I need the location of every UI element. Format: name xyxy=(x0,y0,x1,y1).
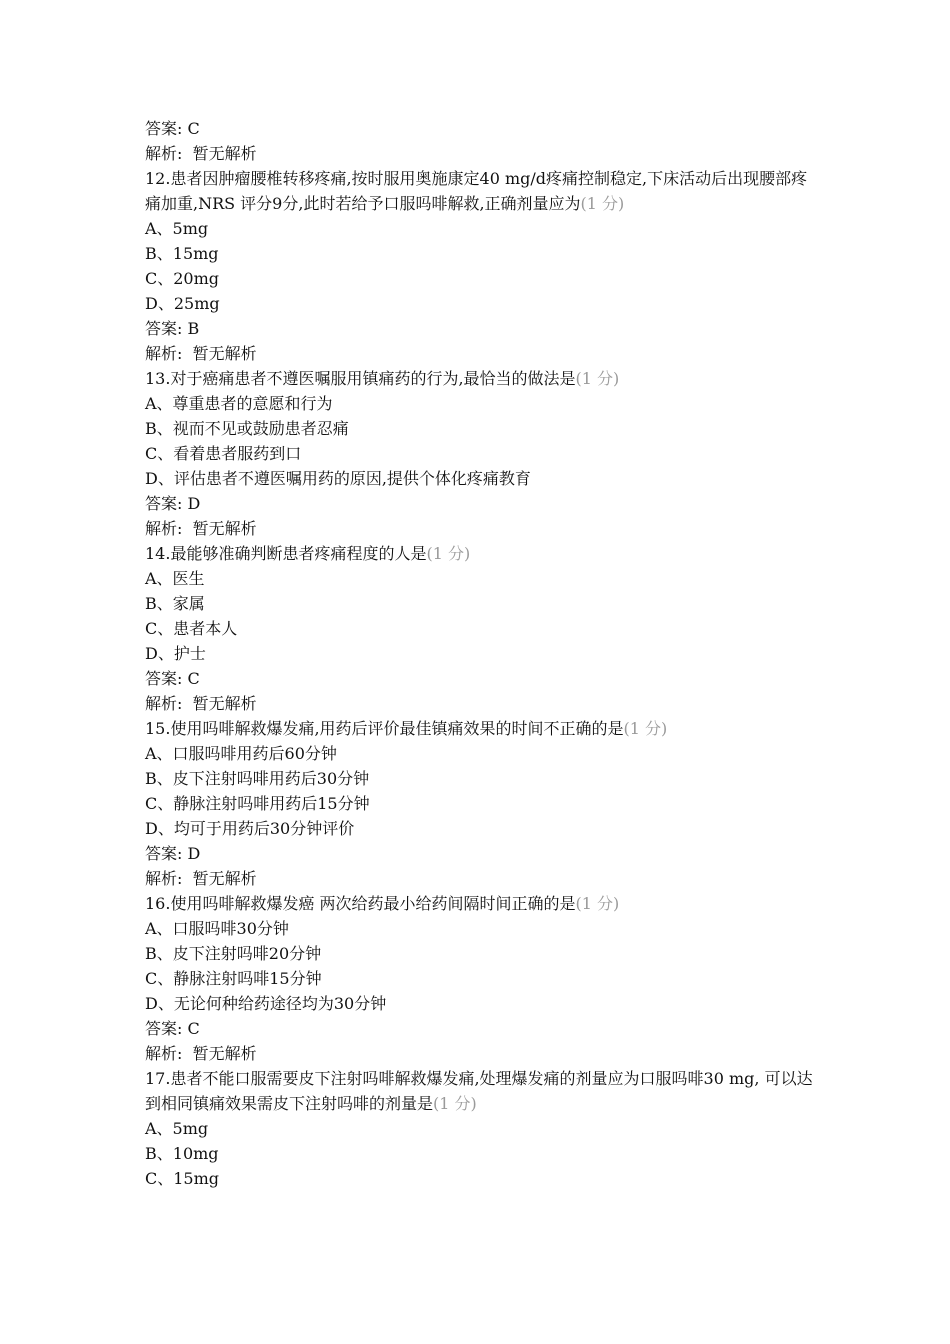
option-d: D、无论何种给药途径均为30分钟 xyxy=(145,994,387,1013)
option-a: A、医生 xyxy=(145,569,205,588)
question-17 xyxy=(145,1066,815,1191)
question-14 xyxy=(145,541,815,716)
option-c: C、15mg xyxy=(145,1169,220,1188)
option-a: A、5mg xyxy=(145,1119,209,1138)
analysis: 解析: 暂无解析 xyxy=(145,1044,257,1063)
document-page xyxy=(145,116,815,1191)
option-b: B、皮下注射吗啡用药后30分钟 xyxy=(145,769,370,788)
option-a: A、尊重患者的意愿和行为 xyxy=(145,394,333,413)
answer: 答案: B xyxy=(145,319,200,338)
analysis: 解析: 暂无解析 xyxy=(145,344,257,363)
option-b: B、家属 xyxy=(145,594,205,613)
option-b: B、视而不见或鼓励患者忍痛 xyxy=(145,419,349,438)
option-c: C、20mg xyxy=(145,269,220,288)
question-score: (1 分) xyxy=(426,544,471,563)
prev-answer: 答案: C xyxy=(145,119,200,138)
question-13 xyxy=(145,366,815,541)
question-score: (1 分) xyxy=(433,1094,477,1113)
prev-analysis: 解析: 暂无解析 xyxy=(145,144,257,163)
option-b: B、15mg xyxy=(145,244,219,263)
option-c: C、静脉注射吗啡用药后15分钟 xyxy=(145,794,370,813)
option-d: D、25mg xyxy=(145,294,220,313)
answer: 答案: C xyxy=(145,669,200,688)
question-stem: 16.使用吗啡解救爆发癌 两次给药最小给药间隔时间正确的是(1 分) xyxy=(145,894,620,913)
question-16 xyxy=(145,891,815,1066)
question-score: (1 分) xyxy=(580,194,625,213)
question-score: (1 分) xyxy=(575,369,620,388)
question-stem: 17.患者不能口服需要皮下注射吗啡解救爆发痛,处理爆发痛的剂量应为口服吗啡30 mg, 可以达到相同镇痛效果需皮下注射吗啡的剂量是(1 分) xyxy=(145,1069,813,1113)
question-stem: 13.对于癌痛患者不遵医嘱服用镇痛药的行为,最恰当的做法是(1 分) xyxy=(145,369,620,388)
option-c: C、静脉注射吗啡15分钟 xyxy=(145,969,322,988)
question-15 xyxy=(145,716,815,891)
answer: 答案: C xyxy=(145,1019,200,1038)
option-a: A、口服吗啡用药后60分钟 xyxy=(145,744,337,763)
question-score: (1 分) xyxy=(575,894,620,913)
option-d: D、护士 xyxy=(145,644,206,663)
analysis: 解析: 暂无解析 xyxy=(145,519,257,538)
answer: 答案: D xyxy=(145,494,201,513)
option-b: B、10mg xyxy=(145,1144,219,1163)
question-score: (1 分) xyxy=(623,719,668,738)
question-stem: 14.最能够准确判断患者疼痛程度的人是(1 分) xyxy=(145,544,471,563)
option-a: A、口服吗啡30分钟 xyxy=(145,919,289,938)
answer: 答案: D xyxy=(145,844,201,863)
question-12 xyxy=(145,166,815,366)
option-d: D、均可于用药后30分钟评价 xyxy=(145,819,355,838)
option-c: C、看着患者服药到口 xyxy=(145,444,302,463)
analysis: 解析: 暂无解析 xyxy=(145,694,257,713)
question-stem: 12.患者因肿瘤腰椎转移疼痛,按时服用奥施康定40 mg/d疼痛控制稳定,下床活动后出现腰部疼痛加重,NRS 评分9分,此时若给予口服吗啡解救,正确剂量应为(1 分) xyxy=(145,169,808,213)
option-d: D、评估患者不遵医嘱用药的原因,提供个体化疼痛教育 xyxy=(145,469,531,488)
option-b: B、皮下注射吗啡20分钟 xyxy=(145,944,322,963)
question-stem: 15.使用吗啡解救爆发痛,用药后评价最佳镇痛效果的时间不正确的是(1 分) xyxy=(145,719,668,738)
option-c: C、患者本人 xyxy=(145,619,238,638)
option-a: A、5mg xyxy=(145,219,209,238)
analysis: 解析: 暂无解析 xyxy=(145,869,257,888)
